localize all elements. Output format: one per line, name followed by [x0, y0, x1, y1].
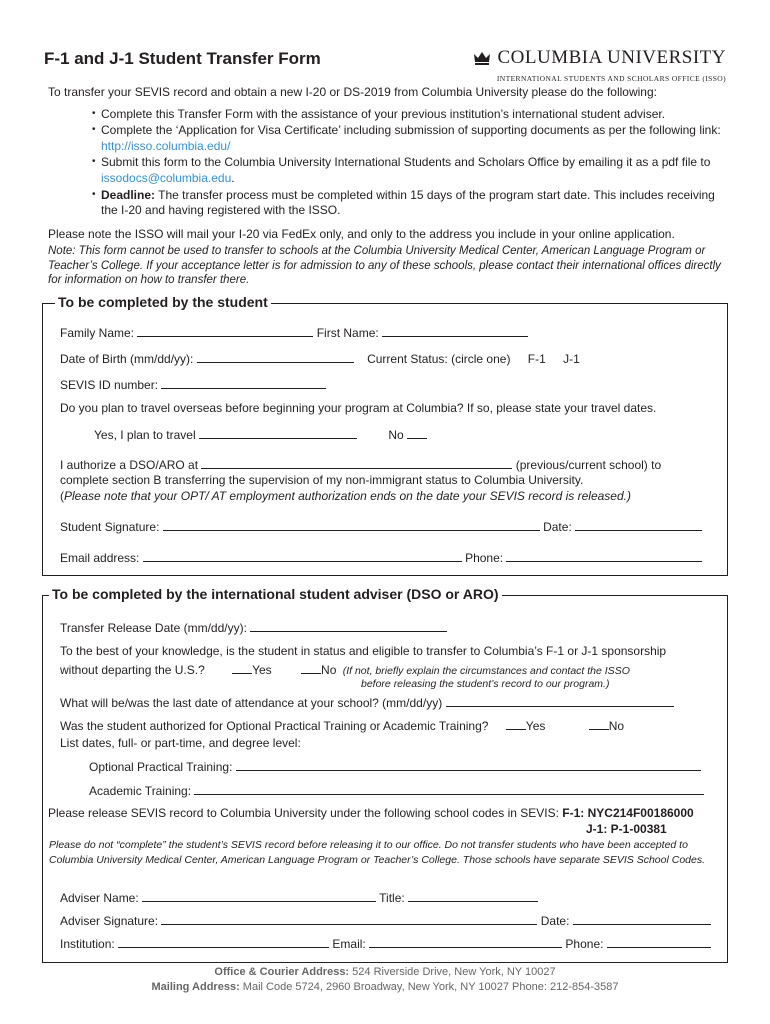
authorize-note — [60, 489, 631, 505]
list-item — [92, 188, 730, 219]
list-item — [92, 155, 730, 186]
name-row — [60, 325, 528, 342]
status-j1-option[interactable]: J-1 — [563, 352, 580, 366]
authorize-row — [60, 457, 661, 474]
list-item — [92, 107, 730, 123]
adviser-section — [42, 586, 728, 963]
release-codes-row — [48, 806, 694, 822]
travel-dates-field[interactable] — [199, 427, 357, 439]
family-name-label: Family Name: — [60, 326, 135, 340]
current-status-label: Current Status: (circle one) — [367, 352, 511, 366]
adviser-signature-label: Adviser Signature: — [60, 914, 159, 928]
adviser-name-label: Adviser Name: — [60, 891, 139, 905]
institution-field[interactable] — [118, 936, 329, 948]
academic-row — [89, 783, 704, 800]
italic-note: Note: This form cannot be used to transfer to schools at the Columbia University Medical Center, American Language Program or Teacher’s College. If your acceptance letter is for admission to any of these schools, please contact their international offices directly for information on how to transfer there. — [48, 245, 721, 287]
first-name-field[interactable] — [382, 325, 528, 337]
deadline-label: Deadline: — [101, 187, 156, 202]
no-note-cont: before releasing the student’s record to our program.) — [361, 678, 610, 690]
adviser-title-label: Title: — [379, 891, 405, 905]
sevis-id-field[interactable] — [161, 377, 326, 389]
institution-label: Institution: — [60, 937, 115, 951]
intro-lead: To transfer your SEVIS record and obtain a new I-20 or DS-2019 from Columbia University please do the following: — [48, 85, 657, 99]
student-phone-field[interactable] — [506, 550, 702, 562]
bullet-text: The transfer process must be completed within 15 days of the program start date. This includes receiving the I-20 and having registered with the ISSO. — [101, 187, 715, 218]
bullet-text: Complete this Transfer Form with the assistance of your previous institution’s international student adviser. — [101, 106, 666, 121]
adviser-signature-field[interactable] — [161, 913, 537, 925]
no-note: (If not, briefly explain the circumstances and contact the ISSO — [342, 665, 630, 677]
instruction-list — [92, 107, 730, 219]
release-date-row — [60, 620, 447, 637]
mailing-address-value: Mail Code 5724, 2960 Broadway, New York, NY 10027 Phone: 212-854-3587 — [239, 980, 619, 993]
status-no-field[interactable] — [301, 662, 321, 674]
office-address — [0, 965, 770, 980]
authorize-label: I authorize a DSO/ARO at — [60, 458, 199, 472]
bullet-text: Complete the ‘Application for Visa Certificate’ including submission of supporting documents as per the following link: — [101, 123, 721, 138]
sevis-id-label: SEVIS ID number: — [60, 378, 159, 392]
previous-school-field[interactable] — [201, 457, 512, 469]
family-name-field[interactable] — [137, 325, 313, 337]
adviser-title-field[interactable] — [408, 890, 538, 902]
f1-code: F-1: NYC214F00186000 — [562, 806, 694, 820]
status-f1-option[interactable]: F-1 — [527, 352, 546, 366]
release-date-field[interactable] — [250, 620, 447, 632]
columbia-logo — [473, 46, 726, 83]
knowledge-question: To the best of your knowledge, is the student in status and eligible to transfer to Columbia’s F-1 or J-1 sponsorship — [60, 644, 667, 658]
release-codes-label: Please release SEVIS record to Columbia University under the following school codes in SEVIS: — [48, 806, 559, 820]
adviser-email-field[interactable] — [369, 936, 562, 948]
yes-travel-label: Yes, I plan to travel — [94, 428, 196, 442]
student-phone-label: Phone: — [465, 551, 504, 565]
academic-label: Academic Training: — [89, 784, 192, 798]
no-travel-field[interactable] — [407, 427, 427, 439]
adviser-date-label: Date: — [540, 914, 570, 928]
office-address-label: Office & Courier Address: — [214, 966, 350, 978]
student-section-title: To be completed by the student — [55, 293, 271, 311]
first-name-label: First Name: — [316, 326, 379, 340]
mail-note: Please note the ISSO will mail your I-20 via FedEx only, and only to the address you include in your online application. — [48, 226, 675, 241]
email-link[interactable]: issodocs@columbia.edu — [101, 170, 232, 185]
logo-name: COLUMBIA UNIVERSITY — [497, 47, 726, 68]
logo-subtitle: INTERNATIONAL STUDENTS AND SCHOLARS OFFICE (ISSO) — [496, 73, 726, 83]
opt-yes-label: Yes — [525, 719, 546, 733]
knowledge-label: without departing the U.S.? — [60, 663, 205, 677]
sevis-row — [60, 377, 326, 394]
student-date-field[interactable] — [575, 519, 702, 531]
student-email-label: Email address: — [60, 551, 140, 565]
student-signature-field[interactable] — [163, 519, 540, 531]
page-title: F-1 and J-1 Student Transfer Form — [44, 49, 321, 68]
adviser-name-row — [60, 890, 538, 907]
signature-row — [60, 519, 702, 536]
last-date-label: What will be/was the last date of attendance at your school? (mm/dd/yy) — [60, 696, 443, 710]
page-footer — [0, 965, 770, 995]
travel-row — [94, 427, 427, 444]
adviser-phone-label: Phone: — [565, 937, 604, 951]
isso-link[interactable]: http://isso.columbia.edu/ — [101, 138, 231, 153]
dob-field[interactable] — [197, 351, 354, 363]
office-address-value: 524 Riverside Drive, New York, NY 10027 — [349, 966, 556, 978]
opt-no-label: No — [608, 719, 625, 733]
status-yes-label: Yes — [252, 663, 272, 677]
crown-icon — [473, 50, 491, 66]
opt-note: Please note that your OPT/ AT employment authorization ends on the date your SEVIS record is released.) — [64, 489, 631, 503]
adviser-email-label: Email: — [332, 937, 366, 951]
email-row — [60, 550, 702, 567]
status-no-label: No — [321, 663, 337, 677]
opt-field[interactable] — [236, 759, 701, 771]
paren-open: ( — [60, 489, 64, 503]
student-date-label: Date: — [543, 520, 572, 534]
adviser-section-title: To be completed by the international student adviser (DSO or ARO) — [49, 585, 502, 603]
opt-row — [89, 759, 701, 776]
adviser-name-field[interactable] — [142, 890, 376, 902]
list-item — [92, 123, 730, 154]
mailing-address-label: Mailing Address: — [151, 980, 240, 993]
knowledge-row — [60, 662, 630, 679]
release-date-label: Transfer Release Date (mm/dd/yy): — [60, 621, 247, 635]
bullet-text-end: . — [231, 170, 235, 185]
no-travel-label: No — [388, 428, 404, 442]
opt-no-field[interactable] — [589, 718, 609, 730]
opt-question-label: Was the student authorized for Optional Practical Training or Academic Training? — [60, 719, 489, 733]
opt-yes-field[interactable] — [506, 718, 526, 730]
dob-label: Date of Birth (mm/dd/yy): — [60, 352, 194, 366]
academic-field[interactable] — [194, 783, 704, 795]
opt-question-row — [60, 718, 624, 735]
list-dates-label: List dates, full- or part-time, and degree level: — [60, 736, 301, 750]
authorize-suffix: (previous/current school) to — [515, 458, 662, 472]
page-header — [44, 46, 726, 86]
last-date-field[interactable] — [446, 695, 674, 707]
authorize-text: complete section B transferring the supervision of my non-immigrant status to Columbia University. — [60, 473, 584, 487]
adviser-signature-row — [60, 913, 711, 930]
mailing-address — [0, 980, 770, 995]
status-yes-field[interactable] — [232, 662, 252, 674]
adviser-phone-field[interactable] — [607, 936, 711, 948]
sevis-warning: Please do not “complete” the student’s SEVIS record before releasing it to our office. Do not transfer students who have been accepted to Columbia University Medical Center, American Language Program or Teacher’s College. Those schools have separate SEVIS School Codes. — [49, 839, 706, 866]
student-email-field[interactable] — [143, 550, 462, 562]
adviser-date-field[interactable] — [573, 913, 711, 925]
opt-label: Optional Practical Training: — [89, 760, 233, 774]
bullet-text: Submit this form to the Columbia University International Students and Scholars Office by emailing it as a pdf file to — [101, 155, 711, 170]
student-signature-label: Student Signature: — [60, 520, 160, 534]
institution-row — [60, 936, 711, 953]
last-date-row — [60, 695, 674, 712]
dob-row — [60, 351, 580, 368]
student-section — [42, 294, 728, 576]
j1-code: J-1: P-1-00381 — [586, 822, 667, 836]
instructions — [48, 85, 730, 287]
travel-question: Do you plan to travel overseas before beginning your program at Columbia? If so, please state your travel dates. — [60, 401, 657, 415]
